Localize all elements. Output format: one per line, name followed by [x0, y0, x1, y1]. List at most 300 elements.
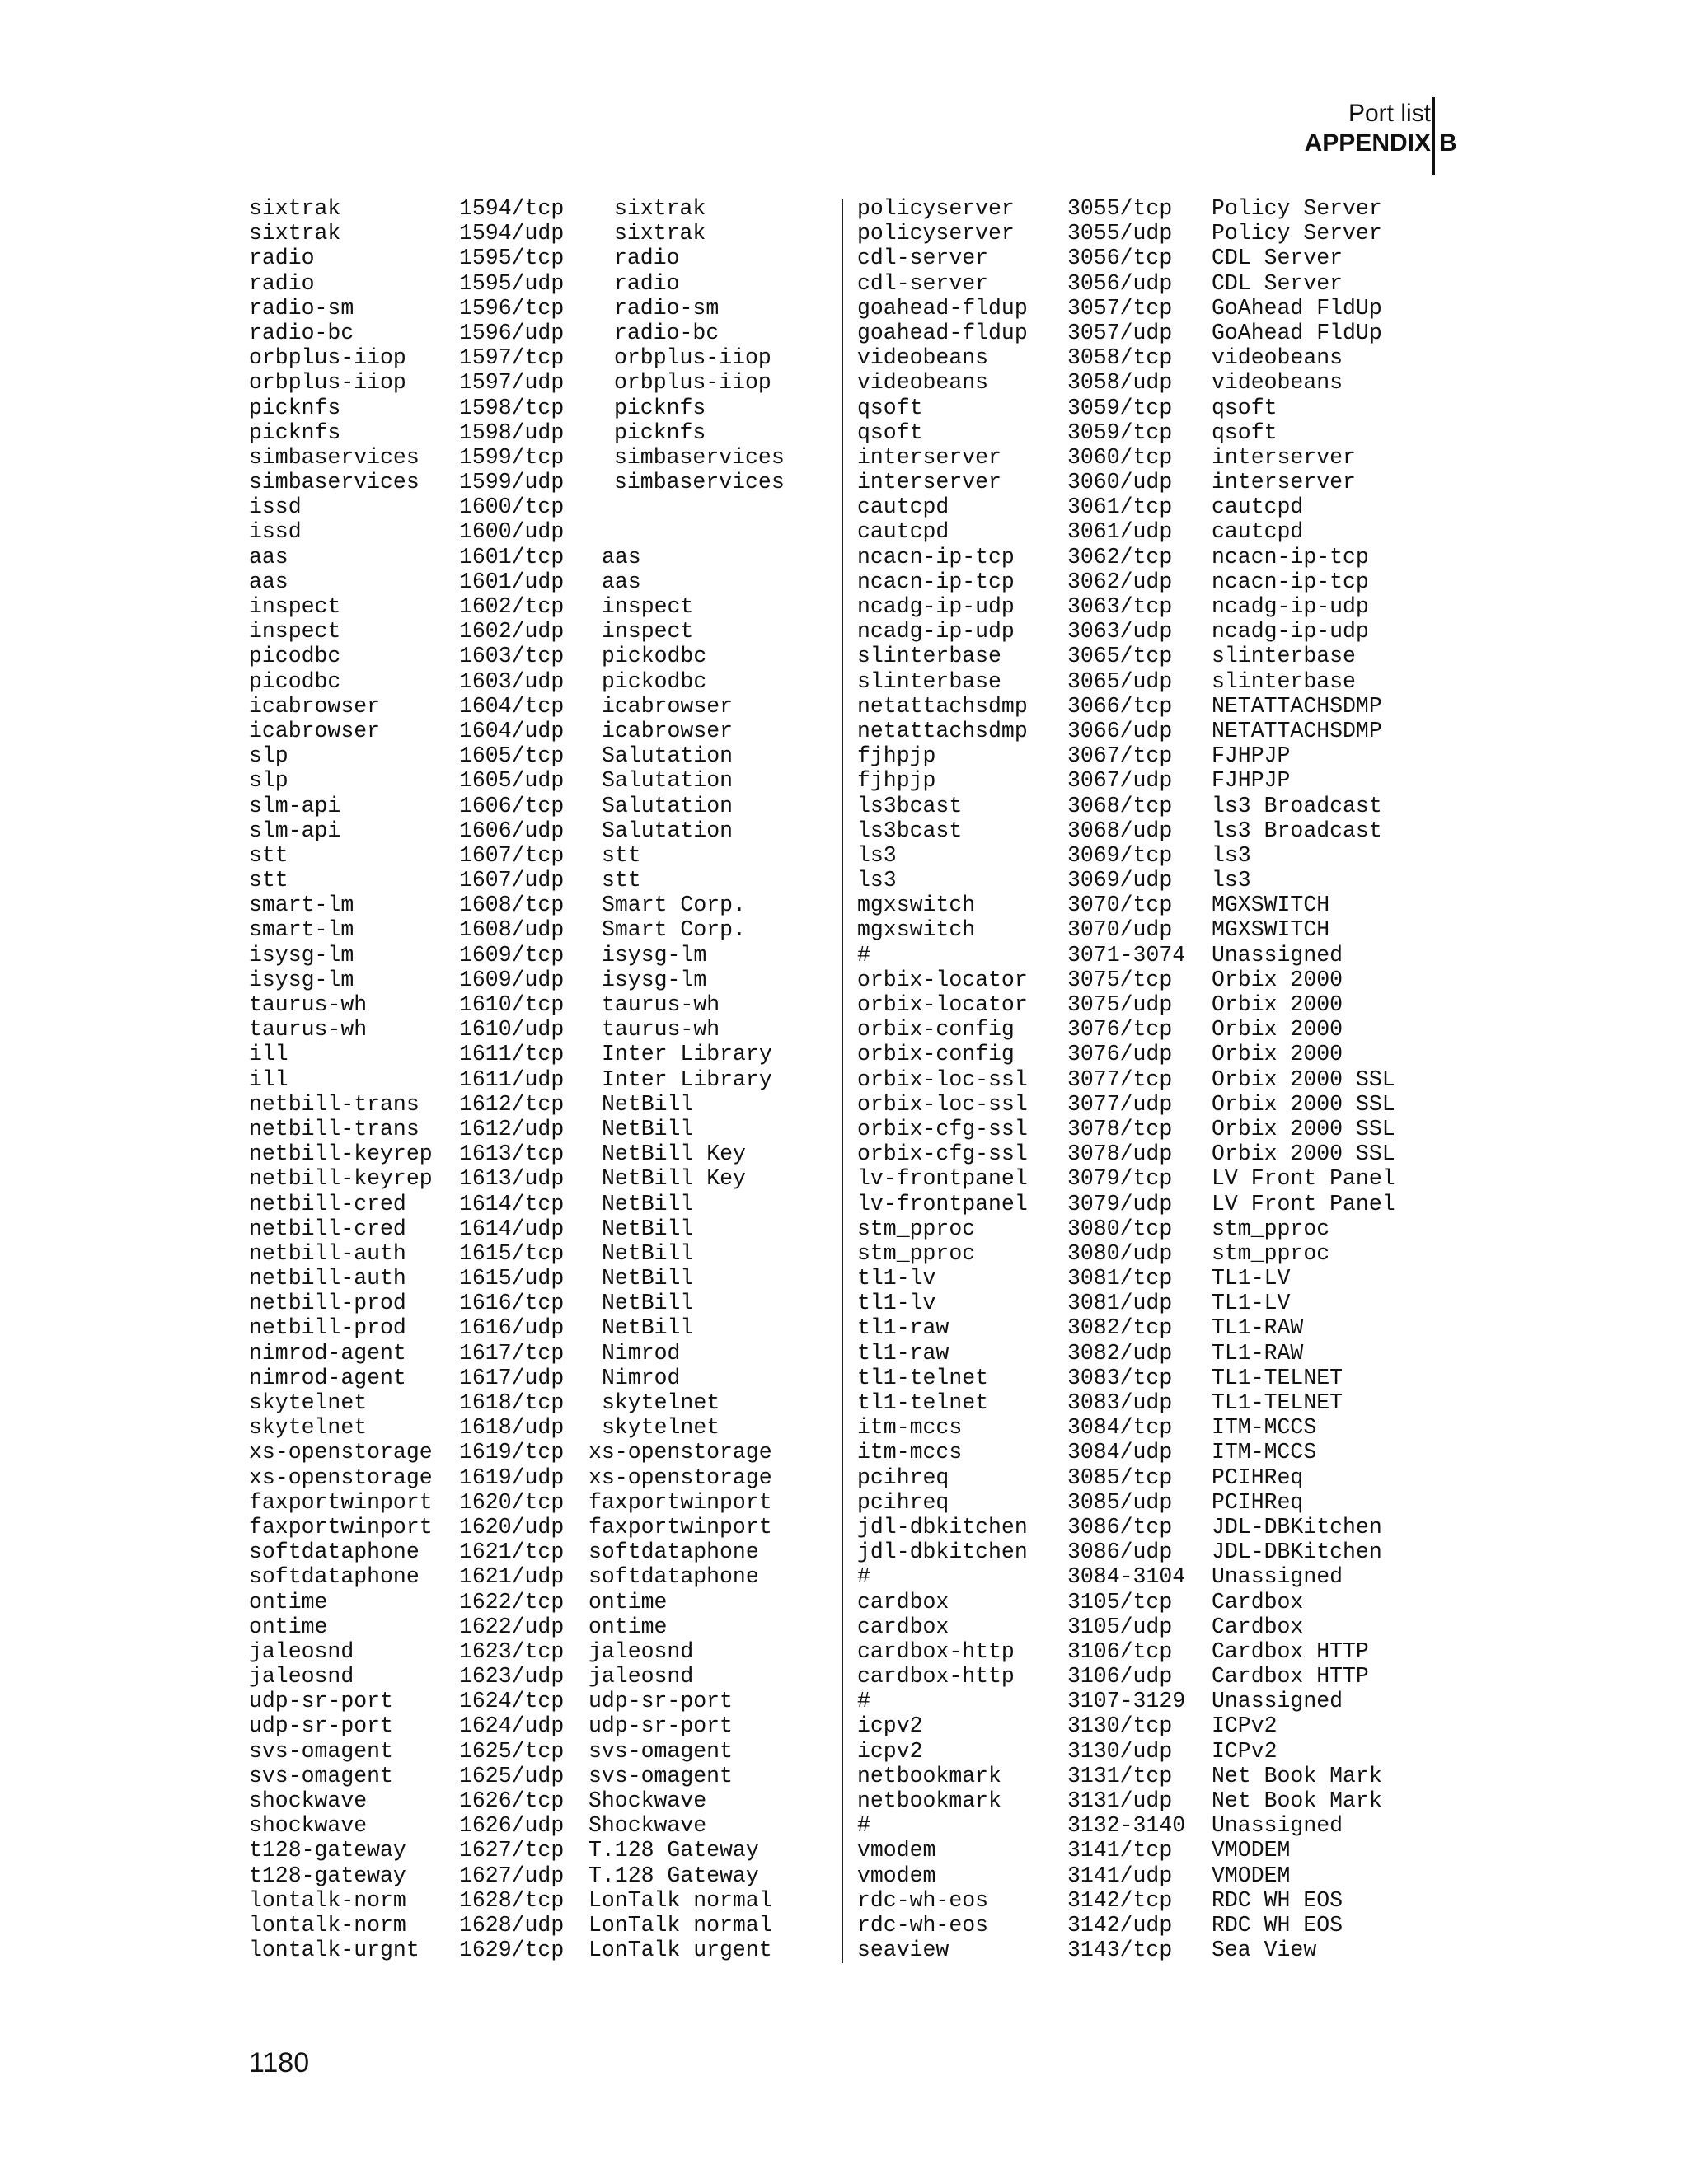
service-name: icabrowser — [249, 693, 381, 719]
port-protocol: 1595/tcp — [459, 246, 565, 271]
port-row — [249, 1390, 842, 1415]
port-protocol: 1601/tcp — [459, 544, 565, 569]
port-description: T.128 Gateway — [588, 1838, 759, 1863]
service-name: stm_pproc — [857, 1216, 976, 1241]
port-protocol: 3067/tcp — [1067, 743, 1173, 769]
port-protocol: 1600/tcp — [459, 494, 565, 520]
service-name: cdl-server — [857, 246, 989, 271]
port-description: Policy Server — [1212, 221, 1382, 246]
service-name: itm-mccs — [857, 1440, 963, 1465]
port-row — [857, 843, 1451, 868]
port-protocol: 3086/udp — [1067, 1540, 1173, 1565]
port-protocol: 3060/tcp — [1067, 444, 1173, 470]
service-name: mgxswitch — [857, 893, 976, 918]
port-row — [249, 519, 842, 544]
service-name: orbplus-iiop — [249, 370, 406, 396]
port-row — [857, 1440, 1451, 1465]
port-row — [857, 992, 1451, 1017]
service-name: smart-lm — [249, 893, 354, 918]
service-name: qsoft — [857, 395, 923, 420]
port-protocol: 3078/tcp — [1067, 1116, 1173, 1141]
port-protocol: 3079/tcp — [1067, 1166, 1173, 1192]
service-name: shockwave — [249, 1813, 368, 1839]
header-appendix-label: APPENDIX — [1304, 129, 1431, 157]
port-description: Orbix 2000 — [1212, 1042, 1343, 1067]
port-row — [857, 1913, 1451, 1938]
port-description: TL1-LV — [1212, 1291, 1291, 1316]
port-description: LonTalk normal — [588, 1887, 772, 1913]
port-row — [249, 196, 842, 221]
service-name: udp-sr-port — [249, 1713, 393, 1739]
port-protocol: 1611/tcp — [459, 1042, 565, 1067]
port-protocol: 3081/udp — [1067, 1291, 1173, 1316]
port-row — [857, 1042, 1451, 1066]
service-name: ontime — [249, 1589, 328, 1615]
port-row — [857, 1813, 1451, 1838]
port-row — [249, 768, 842, 793]
port-description: TL1-RAW — [1212, 1315, 1304, 1341]
port-row — [857, 1764, 1451, 1788]
port-protocol: 1599/udp — [459, 470, 565, 495]
port-description: ls3 — [1212, 842, 1251, 868]
service-name: xs-openstorage — [249, 1440, 433, 1465]
service-name: netbookmark — [857, 1788, 1001, 1813]
service-name: issd — [249, 519, 302, 545]
port-protocol: 1607/udp — [459, 868, 565, 893]
service-name: netattachsdmp — [857, 718, 1028, 743]
port-protocol: 3082/tcp — [1067, 1315, 1173, 1341]
port-protocol: 3080/tcp — [1067, 1216, 1173, 1241]
port-protocol: 3062/tcp — [1067, 544, 1173, 569]
port-description: softdataphone — [588, 1564, 759, 1590]
port-row — [857, 1590, 1451, 1615]
port-protocol: 1605/udp — [459, 768, 565, 794]
port-description: aas — [602, 544, 641, 569]
port-row — [249, 619, 842, 644]
service-name: ncadg-ip-udp — [857, 619, 1015, 644]
service-name: policyserver — [857, 221, 1015, 246]
port-protocol: 3057/tcp — [1067, 295, 1173, 321]
service-name: svs-omagent — [249, 1763, 393, 1788]
port-row — [249, 868, 842, 893]
port-row — [857, 519, 1451, 544]
port-row — [857, 1739, 1451, 1764]
port-protocol: 1609/udp — [459, 967, 565, 992]
service-name: netbill-keyrep — [249, 1141, 433, 1167]
port-row — [249, 545, 842, 569]
service-name: vmodem — [857, 1838, 936, 1863]
service-name: ls3 — [857, 842, 897, 868]
port-protocol: 1628/udp — [459, 1912, 565, 1938]
port-protocol: 1611/udp — [459, 1066, 565, 1092]
service-name: vmodem — [857, 1863, 936, 1888]
service-name: shockwave — [249, 1788, 368, 1813]
service-name: ncacn-ip-tcp — [857, 544, 1015, 569]
service-name: tl1-raw — [857, 1340, 950, 1366]
port-protocol: 3131/tcp — [1067, 1763, 1173, 1788]
service-name: jaleosnd — [249, 1638, 354, 1664]
port-row — [857, 569, 1451, 594]
port-description: RDC WH EOS — [1212, 1887, 1343, 1913]
service-name: simbaservices — [249, 470, 420, 495]
port-row — [857, 868, 1451, 893]
service-name: mgxswitch — [857, 917, 976, 943]
port-protocol: 1621/tcp — [459, 1540, 565, 1565]
port-description: ITM-MCCS — [1212, 1440, 1317, 1465]
port-row — [857, 1216, 1451, 1241]
port-description: orbplus-iiop — [614, 370, 771, 396]
port-protocol: 3070/tcp — [1067, 893, 1173, 918]
port-row — [857, 1291, 1451, 1315]
service-name: taurus-wh — [249, 1017, 368, 1043]
port-protocol: 3067/udp — [1067, 768, 1173, 794]
service-name: cardbox-http — [857, 1664, 1015, 1690]
service-name: radio — [249, 246, 315, 271]
service-name: softdataphone — [249, 1564, 420, 1590]
port-protocol: 1604/tcp — [459, 693, 565, 719]
port-description: LV Front Panel — [1212, 1191, 1395, 1216]
port-description: JDL-DBKitchen — [1212, 1514, 1382, 1540]
port-row — [249, 1490, 842, 1515]
port-row — [249, 1241, 842, 1266]
port-protocol: 3068/udp — [1067, 818, 1173, 843]
service-name: tl1-raw — [857, 1315, 950, 1341]
port-description: udp-sr-port — [588, 1689, 733, 1714]
port-description: slinterbase — [1212, 668, 1356, 694]
port-protocol: 1615/udp — [459, 1266, 565, 1291]
port-protocol: 3056/udp — [1067, 270, 1173, 296]
port-description: NetBill — [602, 1216, 694, 1241]
port-row — [249, 1639, 842, 1664]
service-name: slp — [249, 743, 288, 769]
service-name: xs-openstorage — [249, 1465, 433, 1490]
port-description: GoAhead FldUp — [1212, 320, 1382, 345]
port-row — [857, 1166, 1451, 1191]
port-protocol: 3068/tcp — [1067, 793, 1173, 818]
port-description: cautcpd — [1212, 519, 1304, 545]
header-appendix-letter: B — [1439, 129, 1457, 157]
port-protocol: 1624/tcp — [459, 1689, 565, 1714]
port-protocol: 1594/tcp — [459, 196, 565, 221]
port-description: RDC WH EOS — [1212, 1912, 1343, 1938]
service-name: lontalk-norm — [249, 1887, 406, 1913]
port-description: slinterbase — [1212, 644, 1356, 669]
port-protocol: 3081/tcp — [1067, 1266, 1173, 1291]
service-name: skytelnet — [249, 1415, 368, 1441]
port-description: svs-omagent — [588, 1763, 733, 1788]
column-divider — [842, 199, 843, 1963]
port-protocol: 3132-3140 — [1067, 1813, 1186, 1839]
port-protocol: 1618/udp — [459, 1415, 565, 1441]
port-description: Orbix 2000 SSL — [1212, 1116, 1395, 1141]
service-name: fjhpjp — [857, 743, 936, 769]
port-protocol: 1613/tcp — [459, 1141, 565, 1167]
port-description: Net Book Mark — [1212, 1763, 1382, 1788]
service-name: itm-mccs — [857, 1415, 963, 1441]
port-row — [857, 420, 1451, 445]
service-name: aas — [249, 569, 288, 594]
service-name: fjhpjp — [857, 768, 936, 794]
port-protocol: 3055/udp — [1067, 221, 1173, 246]
port-row — [857, 1415, 1451, 1440]
port-description: qsoft — [1212, 419, 1278, 445]
port-row — [249, 1141, 842, 1166]
port-description: Nimrod — [602, 1365, 681, 1390]
port-row — [857, 296, 1451, 321]
port-row — [857, 246, 1451, 270]
service-name: stt — [249, 868, 288, 893]
port-protocol: 3075/tcp — [1067, 967, 1173, 992]
service-name: cardbox — [857, 1589, 950, 1615]
service-name: issd — [249, 494, 302, 520]
service-name: picknfs — [249, 419, 341, 445]
port-row — [249, 1067, 842, 1092]
service-name: rdc-wh-eos — [857, 1912, 989, 1938]
service-name: picknfs — [249, 395, 341, 420]
port-row — [857, 271, 1451, 296]
service-name: icabrowser — [249, 718, 381, 743]
port-description: inspect — [602, 619, 694, 644]
port-description: LV Front Panel — [1212, 1166, 1395, 1192]
port-protocol: 1597/udp — [459, 370, 565, 396]
service-name: orbix-loc-ssl — [857, 1066, 1028, 1092]
service-name: orbix-config — [857, 1042, 1015, 1067]
service-name: aas — [249, 544, 288, 569]
port-description: NetBill — [602, 1240, 694, 1266]
port-description: NetBill — [602, 1266, 694, 1291]
port-row — [857, 1241, 1451, 1266]
port-row — [857, 1938, 1451, 1962]
port-protocol: 3058/udp — [1067, 370, 1173, 396]
service-name: netbill-auth — [249, 1240, 406, 1266]
port-protocol: 3141/tcp — [1067, 1838, 1173, 1863]
port-protocol: 3085/tcp — [1067, 1465, 1173, 1490]
port-protocol: 3071-3074 — [1067, 942, 1186, 968]
port-description: ncacn-ip-tcp — [1212, 569, 1369, 594]
service-name: icpv2 — [857, 1738, 923, 1764]
port-protocol: 1594/udp — [459, 221, 565, 246]
service-name: isysg-lm — [249, 942, 354, 968]
port-description: Unassigned — [1212, 942, 1343, 968]
port-row — [249, 1415, 842, 1440]
service-name: rdc-wh-eos — [857, 1887, 989, 1913]
port-protocol: 3107-3129 — [1067, 1689, 1186, 1714]
port-row — [249, 1291, 842, 1315]
service-name: netbill-prod — [249, 1315, 406, 1341]
port-row — [249, 1615, 842, 1639]
port-description: Policy Server — [1212, 196, 1382, 221]
service-name: cardbox-http — [857, 1638, 1015, 1664]
port-protocol: 1620/udp — [459, 1514, 565, 1540]
port-row — [857, 494, 1451, 519]
port-protocol: 1622/udp — [459, 1614, 565, 1639]
service-name: skytelnet — [249, 1390, 368, 1415]
port-row — [857, 893, 1451, 917]
port-protocol: 3105/tcp — [1067, 1589, 1173, 1615]
port-row — [249, 1465, 842, 1490]
port-protocol: 3143/tcp — [1067, 1938, 1173, 1963]
port-description: Salutation — [602, 768, 734, 794]
port-description: ncadg-ip-udp — [1212, 594, 1369, 619]
port-description: udp-sr-port — [588, 1713, 733, 1739]
port-protocol: 1622/tcp — [459, 1589, 565, 1615]
port-description: Unassigned — [1212, 1564, 1343, 1590]
port-row — [857, 644, 1451, 668]
service-name: smart-lm — [249, 917, 354, 943]
port-description: skytelnet — [602, 1390, 720, 1415]
port-description: stm_pproc — [1212, 1216, 1330, 1241]
port-description: MGXSWITCH — [1212, 917, 1330, 943]
port-description: Orbix 2000 — [1212, 1017, 1343, 1043]
port-description: svs-omagent — [588, 1738, 733, 1764]
port-description: Smart Corp. — [602, 893, 746, 918]
service-name: goahead-fldup — [857, 320, 1028, 345]
service-name: lv-frontpanel — [857, 1166, 1028, 1192]
port-protocol: 1596/udp — [459, 320, 565, 345]
port-description: ICPv2 — [1212, 1738, 1278, 1764]
port-description: interserver — [1212, 470, 1356, 495]
service-name: lontalk-urgnt — [249, 1938, 420, 1963]
port-description: NetBill — [602, 1315, 694, 1341]
service-name: ncadg-ip-udp — [857, 594, 1015, 619]
port-protocol: 1625/tcp — [459, 1738, 565, 1764]
port-description: Inter Library — [602, 1042, 772, 1067]
service-name: seaview — [857, 1938, 950, 1963]
running-header — [1305, 99, 1431, 158]
port-protocol: 3142/tcp — [1067, 1887, 1173, 1913]
port-row — [249, 271, 842, 296]
port-protocol: 1620/tcp — [459, 1489, 565, 1515]
port-protocol: 3055/tcp — [1067, 196, 1173, 221]
port-description: ontime — [588, 1614, 668, 1639]
port-protocol: 1625/udp — [459, 1763, 565, 1788]
port-protocol: 1604/udp — [459, 718, 565, 743]
port-protocol: 3075/udp — [1067, 992, 1173, 1017]
port-description: ls3 — [1212, 868, 1251, 893]
port-description: Inter Library — [602, 1066, 772, 1092]
port-protocol: 3058/tcp — [1067, 345, 1173, 371]
port-description: Salutation — [602, 793, 734, 818]
port-row — [857, 545, 1451, 569]
port-row — [857, 818, 1451, 843]
service-name: orbix-cfg-ssl — [857, 1141, 1028, 1167]
port-row — [857, 1863, 1451, 1888]
port-description: Sea View — [1212, 1938, 1317, 1963]
port-description: TL1-RAW — [1212, 1340, 1304, 1366]
service-name: radio-bc — [249, 320, 354, 345]
port-protocol: 3066/udp — [1067, 718, 1173, 743]
port-row — [857, 1141, 1451, 1166]
port-protocol: 3063/tcp — [1067, 594, 1173, 619]
port-row — [249, 1166, 842, 1191]
port-row — [249, 296, 842, 321]
port-protocol: 1623/tcp — [459, 1638, 565, 1664]
port-description: NETATTACHSDMP — [1212, 718, 1382, 743]
port-protocol: 3076/tcp — [1067, 1017, 1173, 1043]
port-description: isysg-lm — [602, 942, 707, 968]
port-protocol: 1619/tcp — [459, 1440, 565, 1465]
port-row — [857, 1788, 1451, 1813]
port-row — [857, 1192, 1451, 1216]
port-row — [249, 917, 842, 942]
service-name: goahead-fldup — [857, 295, 1028, 321]
port-description: Cardbox — [1212, 1589, 1304, 1615]
port-description: videobeans — [1212, 345, 1343, 371]
port-description: cautcpd — [1212, 494, 1304, 520]
port-description: Orbix 2000 SSL — [1212, 1066, 1395, 1092]
service-name: ill — [249, 1042, 288, 1067]
port-description: MGXSWITCH — [1212, 893, 1330, 918]
service-name: orbix-config — [857, 1017, 1015, 1043]
port-protocol: 3061/udp — [1067, 519, 1173, 545]
service-name: ls3 — [857, 868, 897, 893]
port-row — [249, 321, 842, 345]
service-name: videobeans — [857, 370, 989, 396]
port-row — [249, 669, 842, 694]
port-row — [249, 1764, 842, 1788]
port-row — [249, 694, 842, 719]
port-protocol: 3065/udp — [1067, 668, 1173, 694]
port-row — [857, 396, 1451, 420]
service-name: ls3bcast — [857, 793, 963, 818]
port-description: radio-sm — [614, 295, 720, 321]
service-name: radio-sm — [249, 295, 354, 321]
port-description: jaleosnd — [588, 1638, 694, 1664]
port-row — [249, 1590, 842, 1615]
service-name: cautcpd — [857, 519, 950, 545]
service-name: slm-api — [249, 818, 341, 843]
port-description: jaleosnd — [588, 1664, 694, 1690]
service-name: qsoft — [857, 419, 923, 445]
port-protocol: 1600/udp — [459, 519, 565, 545]
port-description: T.128 Gateway — [588, 1863, 759, 1888]
service-name: nimrod-agent — [249, 1340, 406, 1366]
service-name: jaleosnd — [249, 1664, 354, 1690]
port-protocol: 3063/udp — [1067, 619, 1173, 644]
port-row — [857, 470, 1451, 494]
port-row — [857, 1067, 1451, 1092]
port-description: NetBill — [602, 1291, 694, 1316]
service-name: ontime — [249, 1614, 328, 1639]
port-description: LonTalk urgent — [588, 1938, 772, 1963]
port-description: skytelnet — [602, 1415, 720, 1441]
port-row — [249, 818, 842, 843]
service-name: isysg-lm — [249, 967, 354, 992]
service-name: slinterbase — [857, 668, 1001, 694]
port-row — [249, 1713, 842, 1738]
port-description: aas — [602, 569, 641, 594]
port-row — [249, 470, 842, 494]
port-description: taurus-wh — [602, 992, 720, 1017]
port-description: stm_pproc — [1212, 1240, 1330, 1266]
port-row — [857, 917, 1451, 942]
service-name: # — [857, 1689, 870, 1714]
port-protocol: 3084/tcp — [1067, 1415, 1173, 1441]
port-protocol: 3106/tcp — [1067, 1638, 1173, 1664]
port-protocol: 1617/tcp — [459, 1340, 565, 1366]
port-row — [857, 1465, 1451, 1490]
port-row — [249, 943, 842, 968]
service-name: inspect — [249, 594, 341, 619]
port-protocol: 1599/tcp — [459, 444, 565, 470]
service-name: inspect — [249, 619, 341, 644]
port-description: simbaservices — [614, 444, 785, 470]
port-description: Orbix 2000 SSL — [1212, 1141, 1395, 1167]
port-description: PCIHReq — [1212, 1489, 1304, 1515]
port-protocol: 1605/tcp — [459, 743, 565, 769]
service-name: cautcpd — [857, 494, 950, 520]
port-protocol: 1603/udp — [459, 668, 565, 694]
